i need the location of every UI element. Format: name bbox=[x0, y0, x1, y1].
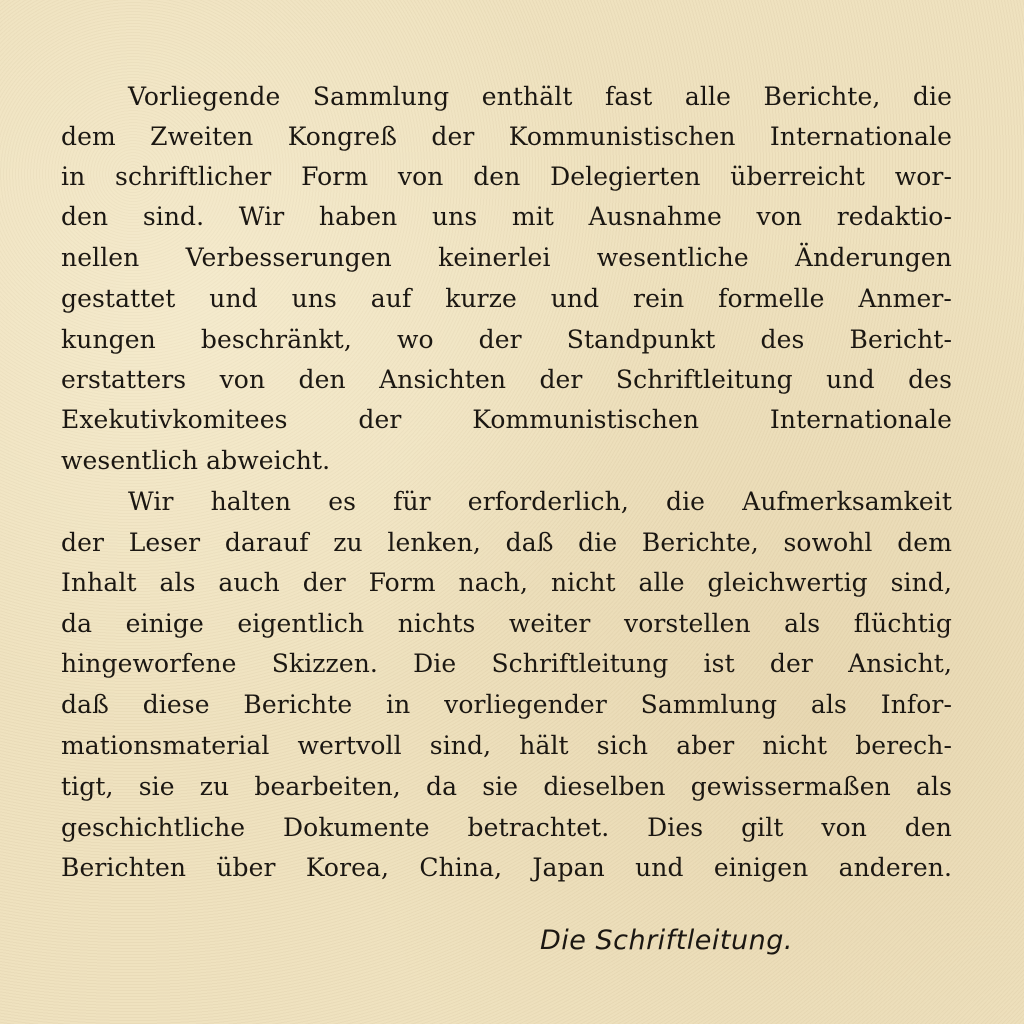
paragraph-1-line-2: dem Zweiten Kongreß der Kommunistischen Internationale bbox=[61, 122, 952, 151]
paragraph-1-line-9: Exekutivkomitees der Kommunistischen Internationale bbox=[61, 405, 952, 434]
paragraph-1-line-6: gestattet und uns auf kurze und rein formelle Anmer- bbox=[61, 284, 952, 313]
paragraph-2-line-5: hingeworfene Skizzen. Die Schriftleitung ist der Ansicht, bbox=[61, 649, 952, 678]
paragraph-1-line-3: in schriftlicher Form von den Delegierten überreicht wor- bbox=[61, 162, 952, 191]
paragraph-2-line-10: Berichten über Korea, China, Japan und einigen anderen. bbox=[61, 853, 952, 882]
paragraph-2-line-4: da einige eigentlich nichts weiter vorstellen als flüchtig bbox=[61, 609, 952, 638]
signature: Die Schriftleitung. bbox=[540, 925, 793, 956]
paragraph-1-line-5: nellen Verbesserungen keinerlei wesentliche Änderungen bbox=[61, 243, 952, 272]
paragraph-2-line-6: daß diese Berichte in vorliegender Sammlung als Infor- bbox=[61, 690, 952, 719]
paragraph-2-line-3: Inhalt als auch der Form nach, nicht alle gleichwertig sind, bbox=[61, 568, 952, 597]
paragraph-1-line-10: wesentlich abweicht. bbox=[61, 446, 331, 475]
paragraph-2-line-1: Wir halten es für erforderlich, die Aufmerksamkeit bbox=[128, 487, 952, 516]
paragraph-1-line-7: kungen beschränkt, wo der Standpunkt des Bericht- bbox=[61, 325, 952, 354]
paragraph-1-line-1: Vorliegende Sammlung enthält fast alle Berichte, die bbox=[128, 82, 952, 111]
paragraph-1-line-4: den sind. Wir haben uns mit Ausnahme von redaktio- bbox=[61, 202, 952, 231]
paragraph-2-line-7: mationsmaterial wertvoll sind, hält sich aber nicht berech- bbox=[61, 731, 952, 760]
paragraph-1-line-8: erstatters von den Ansichten der Schriftleitung und des bbox=[61, 365, 952, 394]
paragraph-2-line-9: geschichtliche Dokumente betrachtet. Dies gilt von den bbox=[61, 813, 952, 842]
paragraph-2-line-2: der Leser darauf zu lenken, daß die Berichte, sowohl dem bbox=[61, 528, 952, 557]
paragraph-2-line-8: tigt, sie zu bearbeiten, da sie dieselben gewissermaßen als bbox=[61, 772, 952, 801]
